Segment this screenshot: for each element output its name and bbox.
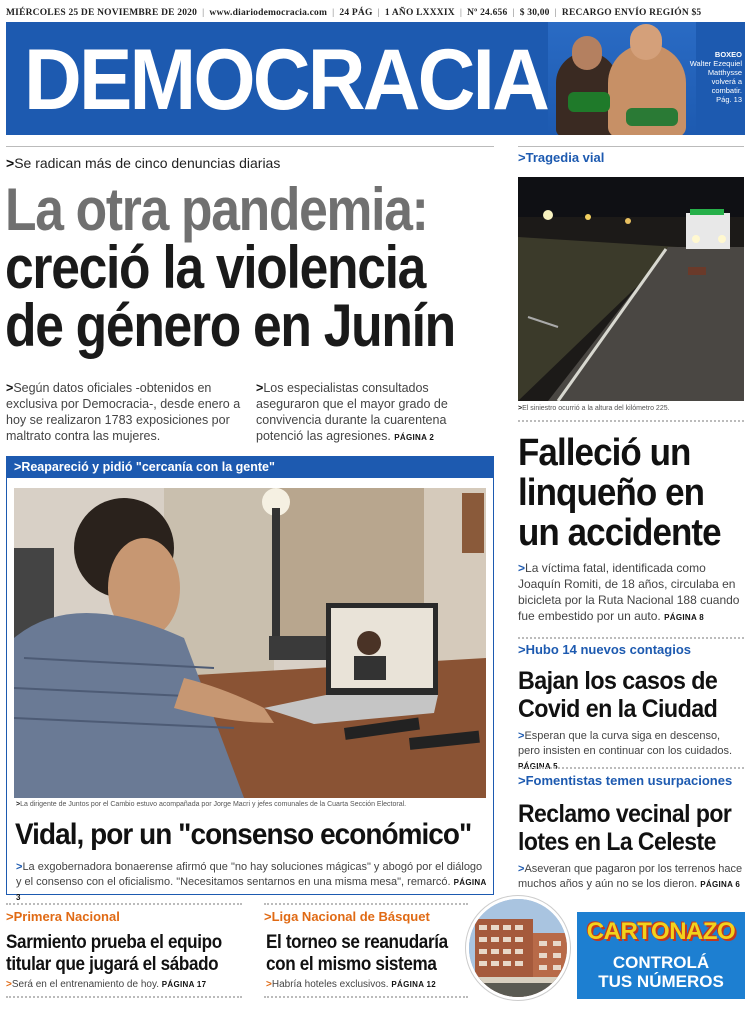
vecinal-body: >Aseveran que pagaron por los terrenos hace muchos años y aún no se los dieron. PÁGINA 6 bbox=[518, 863, 743, 890]
basquet-headline-line1: El torneo se reanudaría bbox=[266, 932, 448, 953]
page-count: 24 PÁG bbox=[339, 8, 373, 18]
tragedia-body-text: La víctima fatal, identificada como Joaquín Romiti, de 18 años, circulaba en bicicleta por la Ruta Nacional 188 cuando fue embestido por un auto. bbox=[518, 561, 740, 623]
page-ref: PÁGINA 2 bbox=[394, 433, 435, 442]
sarmiento-headline[interactable] bbox=[6, 932, 240, 976]
vecinal-headline-line1: Reclamo vecinal por bbox=[518, 800, 732, 828]
shipping-surcharge: RECARGO ENVÍO REGIÓN $5 bbox=[561, 8, 702, 18]
vecinal-headline-line2: lotes en La Celeste bbox=[518, 828, 716, 856]
lead-kicker: >Se radican más de cinco denuncias diarias bbox=[6, 155, 281, 171]
divider bbox=[518, 767, 744, 769]
basquet-headline[interactable] bbox=[266, 932, 473, 976]
tragedia-headline-line1: Falleció un bbox=[518, 432, 691, 474]
boxer-photo bbox=[548, 22, 696, 135]
vidal-photo-illustration bbox=[14, 488, 486, 798]
lead-headline-line1: La otra pandemia: bbox=[5, 176, 428, 243]
covid-body: >Esperan que la curva siga en descenso, pero insisten en continuar con los cuidados. PÁGINA 5 bbox=[518, 730, 733, 771]
covid-kicker-text: Hubo 14 nuevos contagios bbox=[525, 642, 692, 657]
divider bbox=[518, 146, 744, 147]
vidal-kicker-text: Reapareció y pidió "cercanía con la gente" bbox=[21, 460, 275, 474]
lead-col1: >Según datos oficiales -obtenidos en exclusiva por Democracia-, desde enero a hoy se realizaron 1783 exposiciones por maltrato contra las mujeres. bbox=[6, 381, 241, 443]
basquet-kicker: >Liga Nacional de Básquet bbox=[264, 909, 430, 924]
basquet-body-text: Habría hoteles exclusivos. bbox=[271, 979, 389, 990]
lead-col1-text: Según datos oficiales -obtenidos en exclusiva por Democracia-, desde enero a hoy se realizaron 1783 exposiciones por maltrato contra las mujeres. bbox=[6, 381, 241, 443]
divider bbox=[518, 637, 744, 639]
page-ref: PÁGINA 17 bbox=[161, 980, 207, 989]
tragedia-headline-line3: un accidente bbox=[518, 512, 721, 554]
year-label: 1 AÑO LXXXIX bbox=[384, 8, 455, 18]
covid-headline-line1: Bajan los casos de bbox=[518, 667, 718, 695]
page-ref: PÁGINA 12 bbox=[391, 980, 436, 989]
tragedia-body: >La víctima fatal, identificada como Joaquín Romiti, de 18 años, circulaba en bicicleta por la Ruta Nacional 188 cuando fue embestido por un auto. PÁGINA 8 bbox=[518, 561, 740, 623]
basquet-headline-line2: con el mismo sistema bbox=[266, 954, 437, 975]
page-ref: PÁGINA 5 bbox=[518, 762, 558, 771]
cartonazo-line1: CONTROLÁ bbox=[612, 953, 710, 972]
covid-headline-line2: Covid en la Ciudad bbox=[518, 695, 718, 723]
sarmiento-body: >Será en el entrenamiento de hoy. PÁGINA 17 bbox=[6, 979, 207, 990]
tragedia-kicker-text: Tragedia vial bbox=[525, 150, 605, 165]
divider bbox=[6, 996, 242, 998]
vecinal-kicker: >Fomentistas temen usurpaciones bbox=[518, 773, 733, 788]
tragedia-headline[interactable] bbox=[518, 433, 739, 553]
tragedia-headline-line2: linqueño en bbox=[518, 472, 705, 514]
vidal-caption-text: La dirigente de Juntos por el Cambio estuvo acompañada por Jorge Macri y jefes comunales de la Cuarta Sección Electoral. bbox=[20, 801, 407, 808]
vidal-kicker: >Reapareció y pidió "cercanía con la gente" bbox=[6, 456, 494, 478]
divider bbox=[6, 146, 494, 147]
divider bbox=[6, 903, 242, 905]
price: $ 30,00 bbox=[519, 8, 550, 18]
vidal-caption: >La dirigente de Juntos por el Cambio estuvo acompañada por Jorge Macri y jefes comunales de la Cuarta Sección Electoral. bbox=[16, 801, 407, 808]
covid-kicker: >Hubo 14 nuevos contagios bbox=[518, 642, 692, 657]
dateline-bar: MIÉRCOLES 25 DE NOVIEMBRE DE 2020 | www.diariodemocracia.com | 24 PÁG | 1 AÑO LXXXIX | Nº 24.656 | $ 30,00 | RECARGO ENVÍO REGIÓN $5 bbox=[6, 8, 702, 18]
vidal-photo[interactable] bbox=[14, 488, 486, 798]
covid-body-text: Esperan que la curva siga en descenso, pero insisten en continuar con los cuidados. bbox=[518, 730, 733, 757]
website-link[interactable]: www.diariodemocracia.com bbox=[209, 8, 328, 18]
issue-number: Nº 24.656 bbox=[467, 8, 508, 18]
sarmiento-body-text: Será en el entrenamiento de hoy. bbox=[11, 979, 159, 990]
masthead bbox=[6, 22, 745, 135]
page-ref: PÁGINA 6 bbox=[700, 880, 741, 889]
tragedia-kicker: >Tragedia vial bbox=[518, 150, 605, 165]
boxing-promo[interactable] bbox=[686, 50, 742, 104]
hotel-photo-illustration bbox=[469, 899, 570, 1000]
vidal-headline[interactable]: Vidal, por un "consenso económico" bbox=[15, 818, 472, 851]
covid-headline[interactable] bbox=[518, 667, 741, 723]
accident-photo[interactable] bbox=[518, 177, 744, 401]
vidal-body-text: La exgobernadora bonaerense afirmó que "no hay soluciones mágicas" y abogó por el diálogo y el consenso con el oficialismo. "Necesitamos sentarnos en una misma mesa", remarcó. bbox=[16, 861, 483, 888]
lead-headline-line2: creció la violencia bbox=[5, 234, 426, 301]
page-ref: PÁGINA 8 bbox=[664, 613, 704, 622]
divider bbox=[518, 420, 744, 422]
lead-headline-line3: de género en Junín bbox=[5, 292, 455, 359]
hotel-photo[interactable] bbox=[466, 896, 570, 1000]
cartonazo-line2: TUS NÚMEROS bbox=[598, 972, 724, 991]
sarmiento-headline-line1: Sarmiento prueba el equipo bbox=[6, 932, 222, 953]
divider bbox=[264, 996, 468, 998]
divider bbox=[264, 903, 468, 905]
lead-headline[interactable] bbox=[5, 176, 565, 359]
basquet-kicker-text: Liga Nacional de Básquet bbox=[271, 909, 430, 924]
lead-col2: >Los especialistas consultados aseguraron que el mayor grado de convivencia durante la cuarentena potenció las agresiones. PÁGINA 2 bbox=[256, 381, 448, 443]
sarmiento-headline-line2: titular que jugará el sábado bbox=[6, 954, 219, 975]
vecinal-kicker-text: Fomentistas temen usurpaciones bbox=[525, 773, 733, 788]
issue-date: MIÉRCOLES 25 DE NOVIEMBRE DE 2020 bbox=[6, 8, 198, 18]
promo-kicker: BOXEO bbox=[714, 50, 742, 59]
cartonazo-title: CARTONAZO bbox=[586, 918, 736, 945]
newspaper-logo: DEMOCRACIA bbox=[24, 32, 548, 128]
promo-text: Walter Ezequiel Matthysse volverá a combatir. bbox=[689, 59, 742, 95]
lead-kicker-text: Se radican más de cinco denuncias diarias bbox=[14, 155, 281, 171]
accident-photo-illustration bbox=[518, 177, 744, 401]
sarmiento-kicker-text: Primera Nacional bbox=[13, 909, 120, 924]
sarmiento-kicker: >Primera Nacional bbox=[6, 909, 120, 924]
accident-caption: >El siniestro ocurrió a la altura del kilómetro 225. bbox=[518, 405, 670, 412]
lead-col2-text: Los especialistas consultados aseguraron que el mayor grado de convivencia durante la cuarentena potenció las agresiones. bbox=[256, 381, 448, 443]
vecinal-headline[interactable] bbox=[518, 800, 739, 856]
vidal-body: >La exgobernadora bonaerense afirmó que "no hay soluciones mágicas" y abogó por el diálogo y el consenso con el oficialismo. "Necesitamos sentarnos en una misma mesa", remarcó. PÁGINA 3 bbox=[16, 861, 487, 902]
basquet-body: >Habría hoteles exclusivos. PÁGINA 12 bbox=[266, 979, 436, 990]
vecinal-body-text: Aseveran que pagaron por los terrenos hace muchos años y aún no se los dieron. bbox=[518, 863, 743, 890]
cartonazo-banner[interactable] bbox=[577, 912, 745, 999]
page-ref: PÁGINA 3 bbox=[16, 878, 487, 902]
accident-caption-text: El siniestro ocurrió a la altura del kilómetro 225. bbox=[522, 405, 670, 412]
promo-page: Pág. 13 bbox=[716, 95, 742, 104]
